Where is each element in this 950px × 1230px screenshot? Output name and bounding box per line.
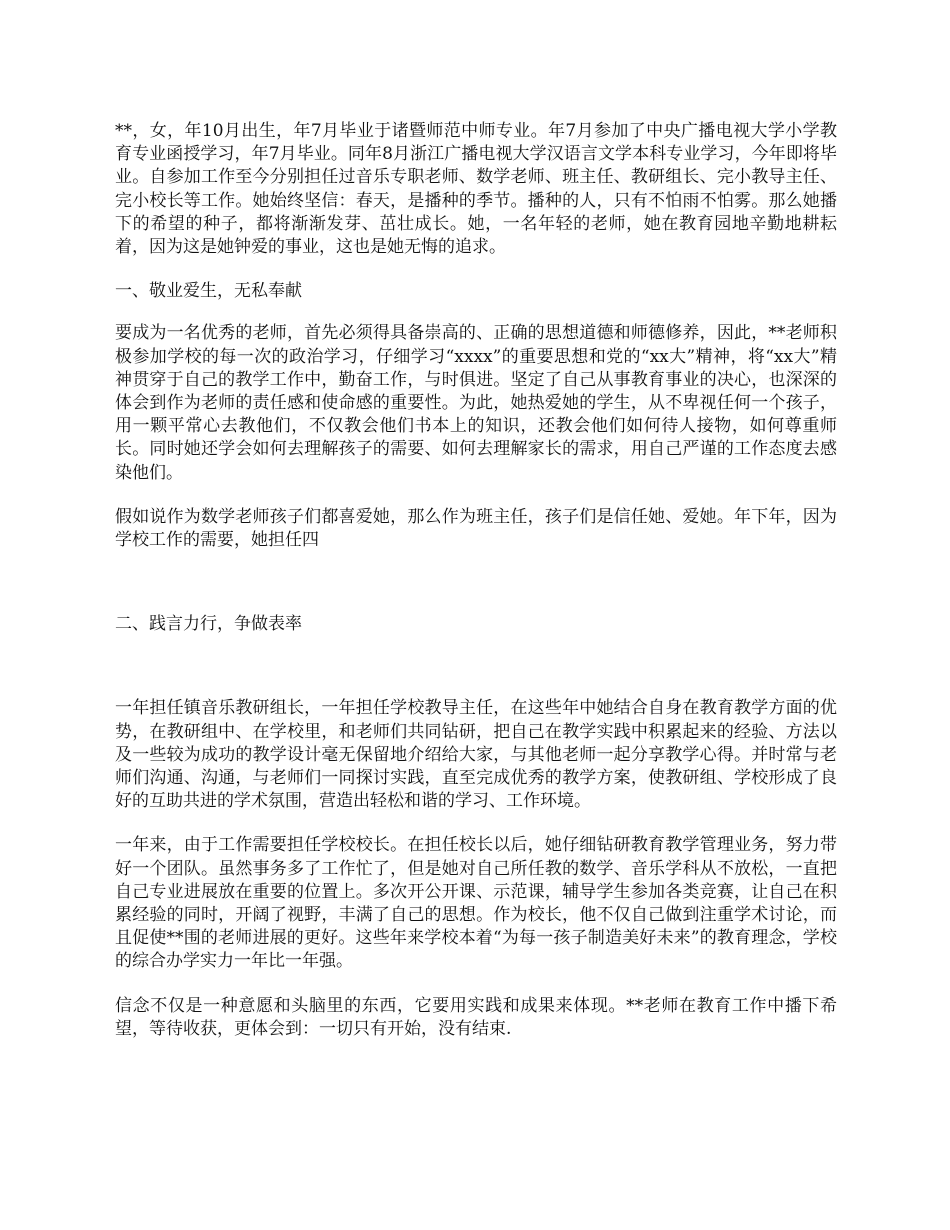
section2-paragraph-1: 一年担任镇音乐教研组长，一年担任学校教导主任，在这些年中她结合自身在教育教学方面的优势，在教研组中、在学校里，和老师们共同钻研，把自己在教学实践中积累起来的经验、方法以及一些较为成功的教学设计毫无保留地介绍给大家，与其他老师一起分享教学心得。并时常与老师们沟通、沟通，与老师们一同探讨实践，直至完成优秀的教学方案，使教研组、学校形成了良好的互助共进的学术氛围，营造出轻松和谐的学习、工作环境。 [115,698,837,812]
section2-paragraph-3: 信念不仅是一种意愿和头脑里的东西，它要用实践和成果来体现。**老师在教育工作中播下希望，等待收获，更体会到：一切只有开始，没有结束. [115,995,837,1039]
intro-paragraph: **，女，年10月出生，年7月毕业于诸暨师范中师专业。年7月参加了中央广播电视大学小学教育专业函授学习，年7月毕业。同年8月浙江广播电视大学汉语言文学本科专业学习，今年即将毕业。自参加工作至今分别担任过音乐专职老师、数学老师、班主任、教研组长、完小教导主任、完小校长等工作。她始终坚信：春天，是播种的季节。播种的人，只有不怕雨不怕雾。那么她播下的希望的种子，都将渐渐发芽、茁壮成长。她，一名年轻的老师，她在教育园地辛勤地耕耘着，因为这是她钟爱的事业，这也是她无悔的追求。 [115,121,837,258]
section-heading-2: 二、践言力行，争做表率 [115,614,302,635]
document-body [115,120,837,1041]
section1-paragraph-1: 要成为一名优秀的老师，首先必须得具备崇高的、正确的思想道德和师德修养，因此，**老师积极参加学校的每一次的政治学习，仔细学习“xxxx”的重要思想和党的“xx大”精神，将“xx大”精神贯穿于自己的教学工作中，勤奋工作，与时俱进。坚定了自己从事教育事业的决心，也深深的体会到作为老师的责任感和使命感的重要性。为此，她热爱她的学生，从不卑视任何一个孩子，用一颗平常心去教他们，不仅教会他们书本上的知识，还教会他们如何待人接物，如何尊重师长。同时她还学会如何去理解孩子的需要、如何去理解家长的需求，用自己严谨的工作态度去感染他们。 [115,323,837,483]
section2-paragraph-2: 一年来，由于工作需要担任学校校长。在担任校长以后，她仔细钻研教育教学管理业务，努力带好一个团队。虽然事务多了工作忙了，但是她对自己所任教的数学、音乐学科从不放松，一直把自己专业进展放在重要的位置上。多次开公开课、示范课，辅导学生参加各类竞赛，让自己在积累经验的同时，开阔了视野，丰满了自己的思想。作为校长，他不仅自己做到注重学术讨论，而且促使**围的老师进展的更好。这些年来学校本着“为每一孩子制造美好未来”的教育理念，学校的综合办学实力一年比一年强。 [115,835,837,972]
section-heading-1: 一、敬业爱生，无私奉献 [115,281,302,302]
section1-paragraph-2: 假如说作为数学老师孩子们都喜爱她，那么作为班主任，孩子们是信任她、爱她。年下年，因为学校工作的需要，她担任四 [115,506,837,551]
